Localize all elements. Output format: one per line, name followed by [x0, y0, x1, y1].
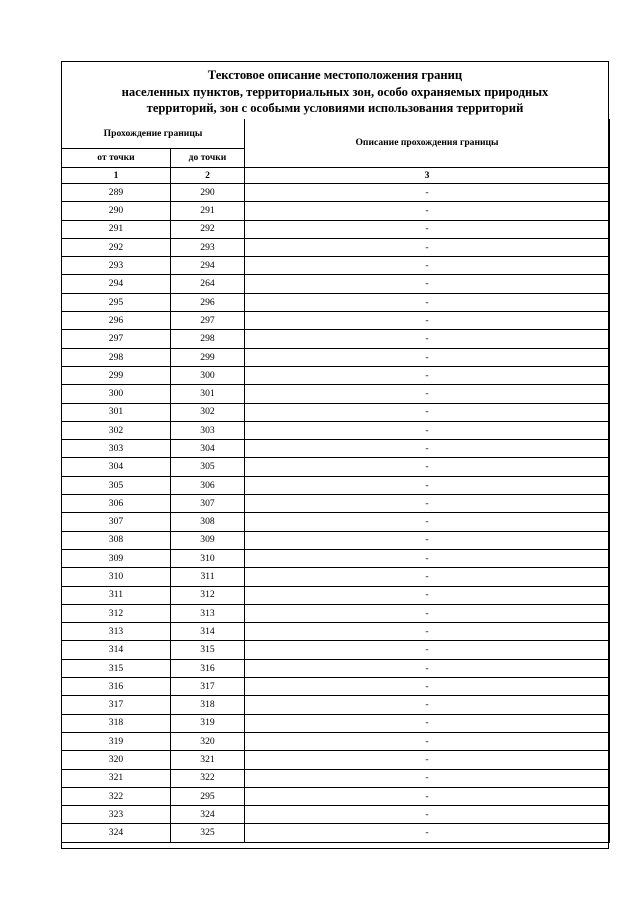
cell-from-point: 296	[62, 312, 171, 330]
cell-description: -	[245, 732, 610, 750]
table-row	[62, 495, 610, 513]
cell-to-point: 319	[171, 714, 245, 732]
cell-to-point: 297	[171, 312, 245, 330]
cell-from-point: 291	[62, 220, 171, 238]
cell-description: -	[245, 184, 610, 202]
cell-from-point: 309	[62, 549, 171, 567]
table-row	[62, 531, 610, 549]
cell-to-point: 264	[171, 275, 245, 293]
cell-to-point: 295	[171, 787, 245, 805]
cell-description: -	[245, 366, 610, 384]
cell-description: -	[245, 275, 610, 293]
cell-description: -	[245, 623, 610, 641]
cell-description: -	[245, 641, 610, 659]
cell-from-point: 294	[62, 275, 171, 293]
cell-from-point: 311	[62, 586, 171, 604]
cell-description: -	[245, 696, 610, 714]
cell-description: -	[245, 257, 610, 275]
cell-from-point: 324	[62, 824, 171, 842]
cell-description: -	[245, 385, 610, 403]
header-passage: Прохождение границы	[62, 119, 245, 149]
cell-to-point: 315	[171, 641, 245, 659]
cell-from-point: 307	[62, 513, 171, 531]
table-row	[62, 257, 610, 275]
cell-to-point: 304	[171, 440, 245, 458]
table-row	[62, 275, 610, 293]
cell-to-point: 318	[171, 696, 245, 714]
header-row-1	[62, 119, 610, 149]
cell-description: -	[245, 312, 610, 330]
table-row	[62, 568, 610, 586]
cell-from-point: 289	[62, 184, 171, 202]
cell-to-point: 292	[171, 220, 245, 238]
cell-description: -	[245, 348, 610, 366]
column-number-1: 1	[62, 168, 171, 184]
table-row	[62, 238, 610, 256]
table-row	[62, 403, 610, 421]
table-row	[62, 714, 610, 732]
cell-from-point: 304	[62, 458, 171, 476]
header-description: Описание прохождения границы	[245, 119, 610, 168]
cell-description: -	[245, 220, 610, 238]
cell-description: -	[245, 293, 610, 311]
table-row	[62, 604, 610, 622]
cell-from-point: 292	[62, 238, 171, 256]
cell-to-point: 303	[171, 421, 245, 439]
header-from-point: от точки	[62, 149, 171, 168]
table-row	[62, 586, 610, 604]
table-row	[62, 293, 610, 311]
table-row	[62, 421, 610, 439]
table-row	[62, 476, 610, 494]
cell-to-point: 306	[171, 476, 245, 494]
cell-to-point: 296	[171, 293, 245, 311]
cell-description: -	[245, 678, 610, 696]
table-row	[62, 330, 610, 348]
table-row	[62, 549, 610, 567]
cell-to-point: 305	[171, 458, 245, 476]
table-row	[62, 348, 610, 366]
cell-from-point: 299	[62, 366, 171, 384]
cell-to-point: 291	[171, 202, 245, 220]
cell-from-point: 295	[62, 293, 171, 311]
table-row	[62, 366, 610, 384]
cell-description: -	[245, 238, 610, 256]
cell-from-point: 308	[62, 531, 171, 549]
cell-description: -	[245, 659, 610, 677]
table-row	[62, 385, 610, 403]
cell-to-point: 321	[171, 751, 245, 769]
cell-from-point: 323	[62, 806, 171, 824]
cell-to-point: 294	[171, 257, 245, 275]
cell-description: -	[245, 824, 610, 842]
cell-from-point: 316	[62, 678, 171, 696]
cell-description: -	[245, 513, 610, 531]
cell-from-point: 319	[62, 732, 171, 750]
cell-from-point: 303	[62, 440, 171, 458]
table-row	[62, 751, 610, 769]
cell-to-point: 308	[171, 513, 245, 531]
cell-to-point: 298	[171, 330, 245, 348]
cell-from-point: 305	[62, 476, 171, 494]
cell-from-point: 301	[62, 403, 171, 421]
cell-description: -	[245, 568, 610, 586]
cell-description: -	[245, 202, 610, 220]
cell-description: -	[245, 458, 610, 476]
cell-from-point: 320	[62, 751, 171, 769]
cell-to-point: 309	[171, 531, 245, 549]
title-line-1: Текстовое описание местоположения границ	[207, 68, 463, 82]
document-title	[61, 61, 609, 119]
cell-to-point: 324	[171, 806, 245, 824]
cell-to-point: 312	[171, 586, 245, 604]
cell-to-point: 320	[171, 732, 245, 750]
table-row	[62, 806, 610, 824]
table-row	[62, 732, 610, 750]
table-row	[62, 202, 610, 220]
cell-to-point: 314	[171, 623, 245, 641]
cell-from-point: 312	[62, 604, 171, 622]
cell-to-point: 302	[171, 403, 245, 421]
cell-to-point: 311	[171, 568, 245, 586]
cell-description: -	[245, 330, 610, 348]
table-row	[62, 623, 610, 641]
cell-description: -	[245, 531, 610, 549]
cell-to-point: 325	[171, 824, 245, 842]
cell-from-point: 313	[62, 623, 171, 641]
cell-from-point: 306	[62, 495, 171, 513]
table-row	[62, 696, 610, 714]
column-number-row	[62, 168, 610, 184]
cell-to-point: 301	[171, 385, 245, 403]
column-number-2: 2	[171, 168, 245, 184]
table-row	[62, 678, 610, 696]
cell-from-point: 297	[62, 330, 171, 348]
cell-description: -	[245, 787, 610, 805]
cell-description: -	[245, 440, 610, 458]
table-row	[62, 824, 610, 842]
table-row	[62, 312, 610, 330]
cell-from-point: 315	[62, 659, 171, 677]
table-row	[62, 769, 610, 787]
table-row	[62, 458, 610, 476]
table-row	[62, 440, 610, 458]
table-row	[62, 659, 610, 677]
cell-from-point: 318	[62, 714, 171, 732]
cell-description: -	[245, 476, 610, 494]
cell-from-point: 321	[62, 769, 171, 787]
cell-from-point: 290	[62, 202, 171, 220]
cell-from-point: 310	[62, 568, 171, 586]
cell-from-point: 300	[62, 385, 171, 403]
cell-description: -	[245, 769, 610, 787]
cell-from-point: 314	[62, 641, 171, 659]
header-to-point: до точки	[171, 149, 245, 168]
table-row	[62, 787, 610, 805]
cell-description: -	[245, 403, 610, 421]
cell-to-point: 299	[171, 348, 245, 366]
cell-description: -	[245, 421, 610, 439]
table-row	[62, 184, 610, 202]
cell-description: -	[245, 806, 610, 824]
cell-description: -	[245, 604, 610, 622]
cell-to-point: 322	[171, 769, 245, 787]
cell-to-point: 307	[171, 495, 245, 513]
cell-to-point: 293	[171, 238, 245, 256]
cell-description: -	[245, 714, 610, 732]
cell-description: -	[245, 549, 610, 567]
cell-to-point: 317	[171, 678, 245, 696]
title-line-2: населенных пунктов, территориальных зон, особо охраняемых природных	[121, 84, 549, 99]
cell-description: -	[245, 751, 610, 769]
boundary-table	[61, 119, 610, 843]
table-body	[62, 184, 610, 843]
cell-description: -	[245, 495, 610, 513]
cell-from-point: 322	[62, 787, 171, 805]
cell-to-point: 290	[171, 184, 245, 202]
table-row	[62, 220, 610, 238]
cell-to-point: 313	[171, 604, 245, 622]
cell-to-point: 310	[171, 549, 245, 567]
cell-from-point: 298	[62, 348, 171, 366]
cell-from-point: 293	[62, 257, 171, 275]
table-row	[62, 641, 610, 659]
cell-from-point: 317	[62, 696, 171, 714]
table-row	[62, 513, 610, 531]
column-number-3: 3	[245, 168, 610, 184]
cell-to-point: 316	[171, 659, 245, 677]
cell-to-point: 300	[171, 366, 245, 384]
cell-description: -	[245, 586, 610, 604]
title-line-3: территорий, зон с особыми условиями использования территорий	[146, 101, 524, 115]
cell-from-point: 302	[62, 421, 171, 439]
